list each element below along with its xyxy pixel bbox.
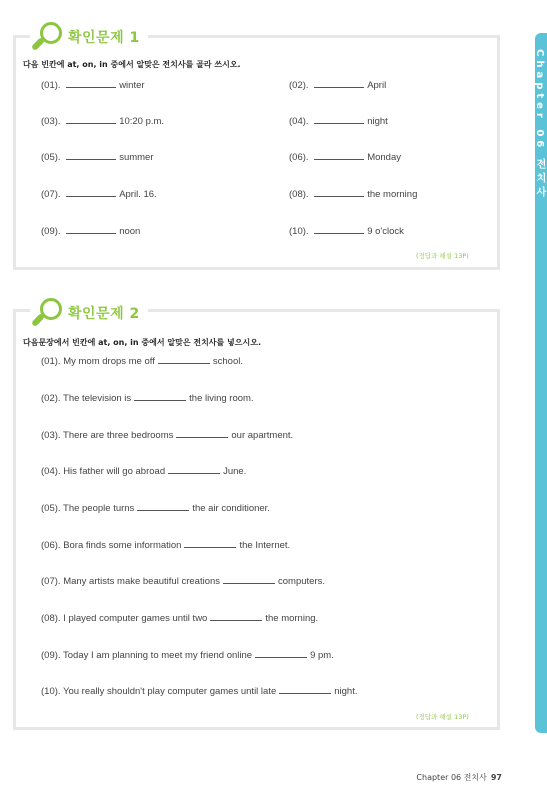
s2-question-10: (10). You really shouldn't play computer games until late night. [41, 686, 358, 697]
s2-question-08: (08). I played computer games until two the morning. [41, 613, 319, 624]
s1-question-04: (04). night [289, 116, 388, 127]
answer-blank[interactable] [176, 429, 228, 438]
section-2-answer-note: (정답과 해설 13P) [416, 713, 469, 721]
answer-blank[interactable] [66, 225, 116, 234]
magnifier-icon [30, 20, 64, 54]
section-2-title: 확인문제 2 [68, 306, 140, 322]
answer-blank[interactable] [134, 392, 186, 401]
section-2-instruction: 다음문장에서 빈칸에 at, on, in 중에서 알맞은 전치사를 넣으시오. [23, 338, 261, 347]
answer-blank[interactable] [314, 79, 364, 88]
section-1-title: 확인문제 1 [68, 30, 140, 46]
s1-question-08: (08). the morning [289, 189, 418, 200]
s2-question-06: (06). Bora finds some information the Internet. [41, 540, 291, 551]
answer-blank[interactable] [279, 685, 331, 694]
s1-question-05: (05). summer [41, 152, 154, 163]
answer-blank[interactable] [184, 539, 236, 548]
page-footer [416, 772, 502, 783]
exercise-box-2 [13, 309, 500, 730]
answer-blank[interactable] [314, 151, 364, 160]
answer-blank[interactable] [66, 151, 116, 160]
s2-question-02: (02). The television is the living room. [41, 393, 254, 404]
section-1-instruction: 다음 빈칸에 at, on, in 중에서 알맞은 전치사를 골라 쓰시오. [23, 60, 241, 69]
magnifier-icon [30, 296, 64, 330]
s2-question-05: (05). The people turns the air conditioner. [41, 503, 270, 514]
answer-blank[interactable] [66, 115, 116, 124]
chapter-side-tab-label: Chapter 06 전치사 [534, 49, 545, 201]
s1-question-10: (10). 9 o'clock [289, 226, 404, 237]
section-2-heading [30, 298, 148, 328]
answer-blank[interactable] [66, 79, 116, 88]
answer-blank[interactable] [314, 225, 364, 234]
s2-question-01: (01). My mom drops me off school. [41, 356, 243, 367]
s1-question-02: (02). April [289, 80, 387, 91]
s2-question-07: (07). Many artists make beautiful creations computers. [41, 576, 326, 587]
answer-blank[interactable] [66, 188, 116, 197]
section-1-answer-note: (정답과 해설 13P) [416, 252, 469, 260]
s2-question-03: (03). There are three bedrooms our apartment. [41, 430, 294, 441]
s1-question-09: (09). noon [41, 226, 141, 237]
s1-question-07: (07). April. 16. [41, 189, 157, 200]
answer-blank[interactable] [314, 188, 364, 197]
s2-question-09: (09). Today I am planning to meet my friend online 9 pm. [41, 650, 334, 661]
section-1-heading [30, 22, 148, 52]
answer-blank[interactable] [314, 115, 364, 124]
answer-blank[interactable] [137, 502, 189, 511]
answer-blank[interactable] [168, 465, 220, 474]
answer-blank[interactable] [158, 355, 210, 364]
page-number: 97 [490, 773, 502, 782]
chapter-side-tab [535, 33, 547, 733]
footer-chapter: Chapter 06 전치사 [416, 773, 487, 782]
answer-blank[interactable] [223, 575, 275, 584]
answer-blank[interactable] [255, 649, 307, 658]
answer-blank[interactable] [210, 612, 262, 621]
s1-question-01: (01). winter [41, 80, 145, 91]
s1-question-06: (06). Monday [289, 152, 401, 163]
s1-question-03: (03). 10:20 p.m. [41, 116, 165, 127]
s2-question-04: (04). His father will go abroad June. [41, 466, 247, 477]
